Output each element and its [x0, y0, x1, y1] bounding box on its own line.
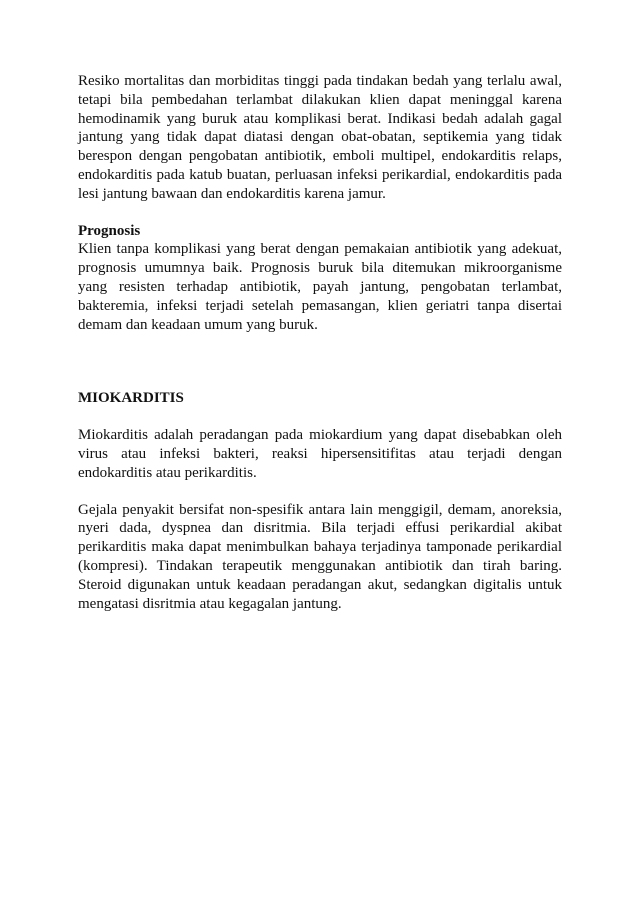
prognosis-paragraph: Klien tanpa komplikasi yang berat dengan pemakaian antibiotik yang adekuat, prognosis umumnya baik. Prognosis buruk bila ditemukan mikroorganisme yang resisten terhadap antibiotik, payah jantung, pengobatan terlambat, bakteremia, infeksi terjadi setelah pemasangan, klien geriatri tanpa disertai demam dan keadaan umum yang buruk.	[78, 241, 562, 333]
prognosis-heading: Prognosis	[78, 222, 141, 239]
spacer	[78, 483, 562, 501]
intro-paragraph: Resiko mortalitas dan morbiditas tinggi pada tindakan bedah yang terlalu awal, tetapi bila pembedahan terlambat dilakukan klien dapat meninggal karena hemodinamik yang buruk atau komplikasi berat. Indikasi bedah adalah gagal jantung yang tidak dapat diatasi dengan obat-obatan, septikemia yang tidak berespon dengan pengobatan antibiotik, emboli multipel, endokarditis relaps, endokarditis pada katub buatan, perluasan infeksi perikardial, endokarditis pada lesi jantung bawaan dan endokarditis karena jamur.	[78, 73, 562, 202]
spacer	[78, 334, 562, 389]
document-page	[78, 72, 562, 613]
spacer	[78, 204, 562, 222]
miokarditis-heading: MIOKARDITIS	[78, 390, 184, 407]
miokarditis-paragraph-1: Miokarditis adalah peradangan pada miokardium yang dapat disebabkan oleh virus atau infeksi bakteri, reaksi hipersensitifitas atau terjadi dengan endokarditis atau perikarditis.	[78, 427, 562, 481]
spacer	[78, 408, 562, 426]
miokarditis-paragraph-2: Gejala penyakit bersifat non-spesifik antara lain menggigil, demam, anoreksia, nyeri dada, dyspnea dan disritmia. Bila terjadi effusi perikardial akibat perikarditis maka dapat menimbulkan bahaya terjadinya tamponade perikardial (kompresi). Tindakan terapeutik menggunakan antibiotik dan tirah baring. Steroid digunakan untuk keadaan peradangan akut, sedangkan digitalis untuk mengatasi disritmia atau kegagalan jantung.	[78, 501, 562, 612]
